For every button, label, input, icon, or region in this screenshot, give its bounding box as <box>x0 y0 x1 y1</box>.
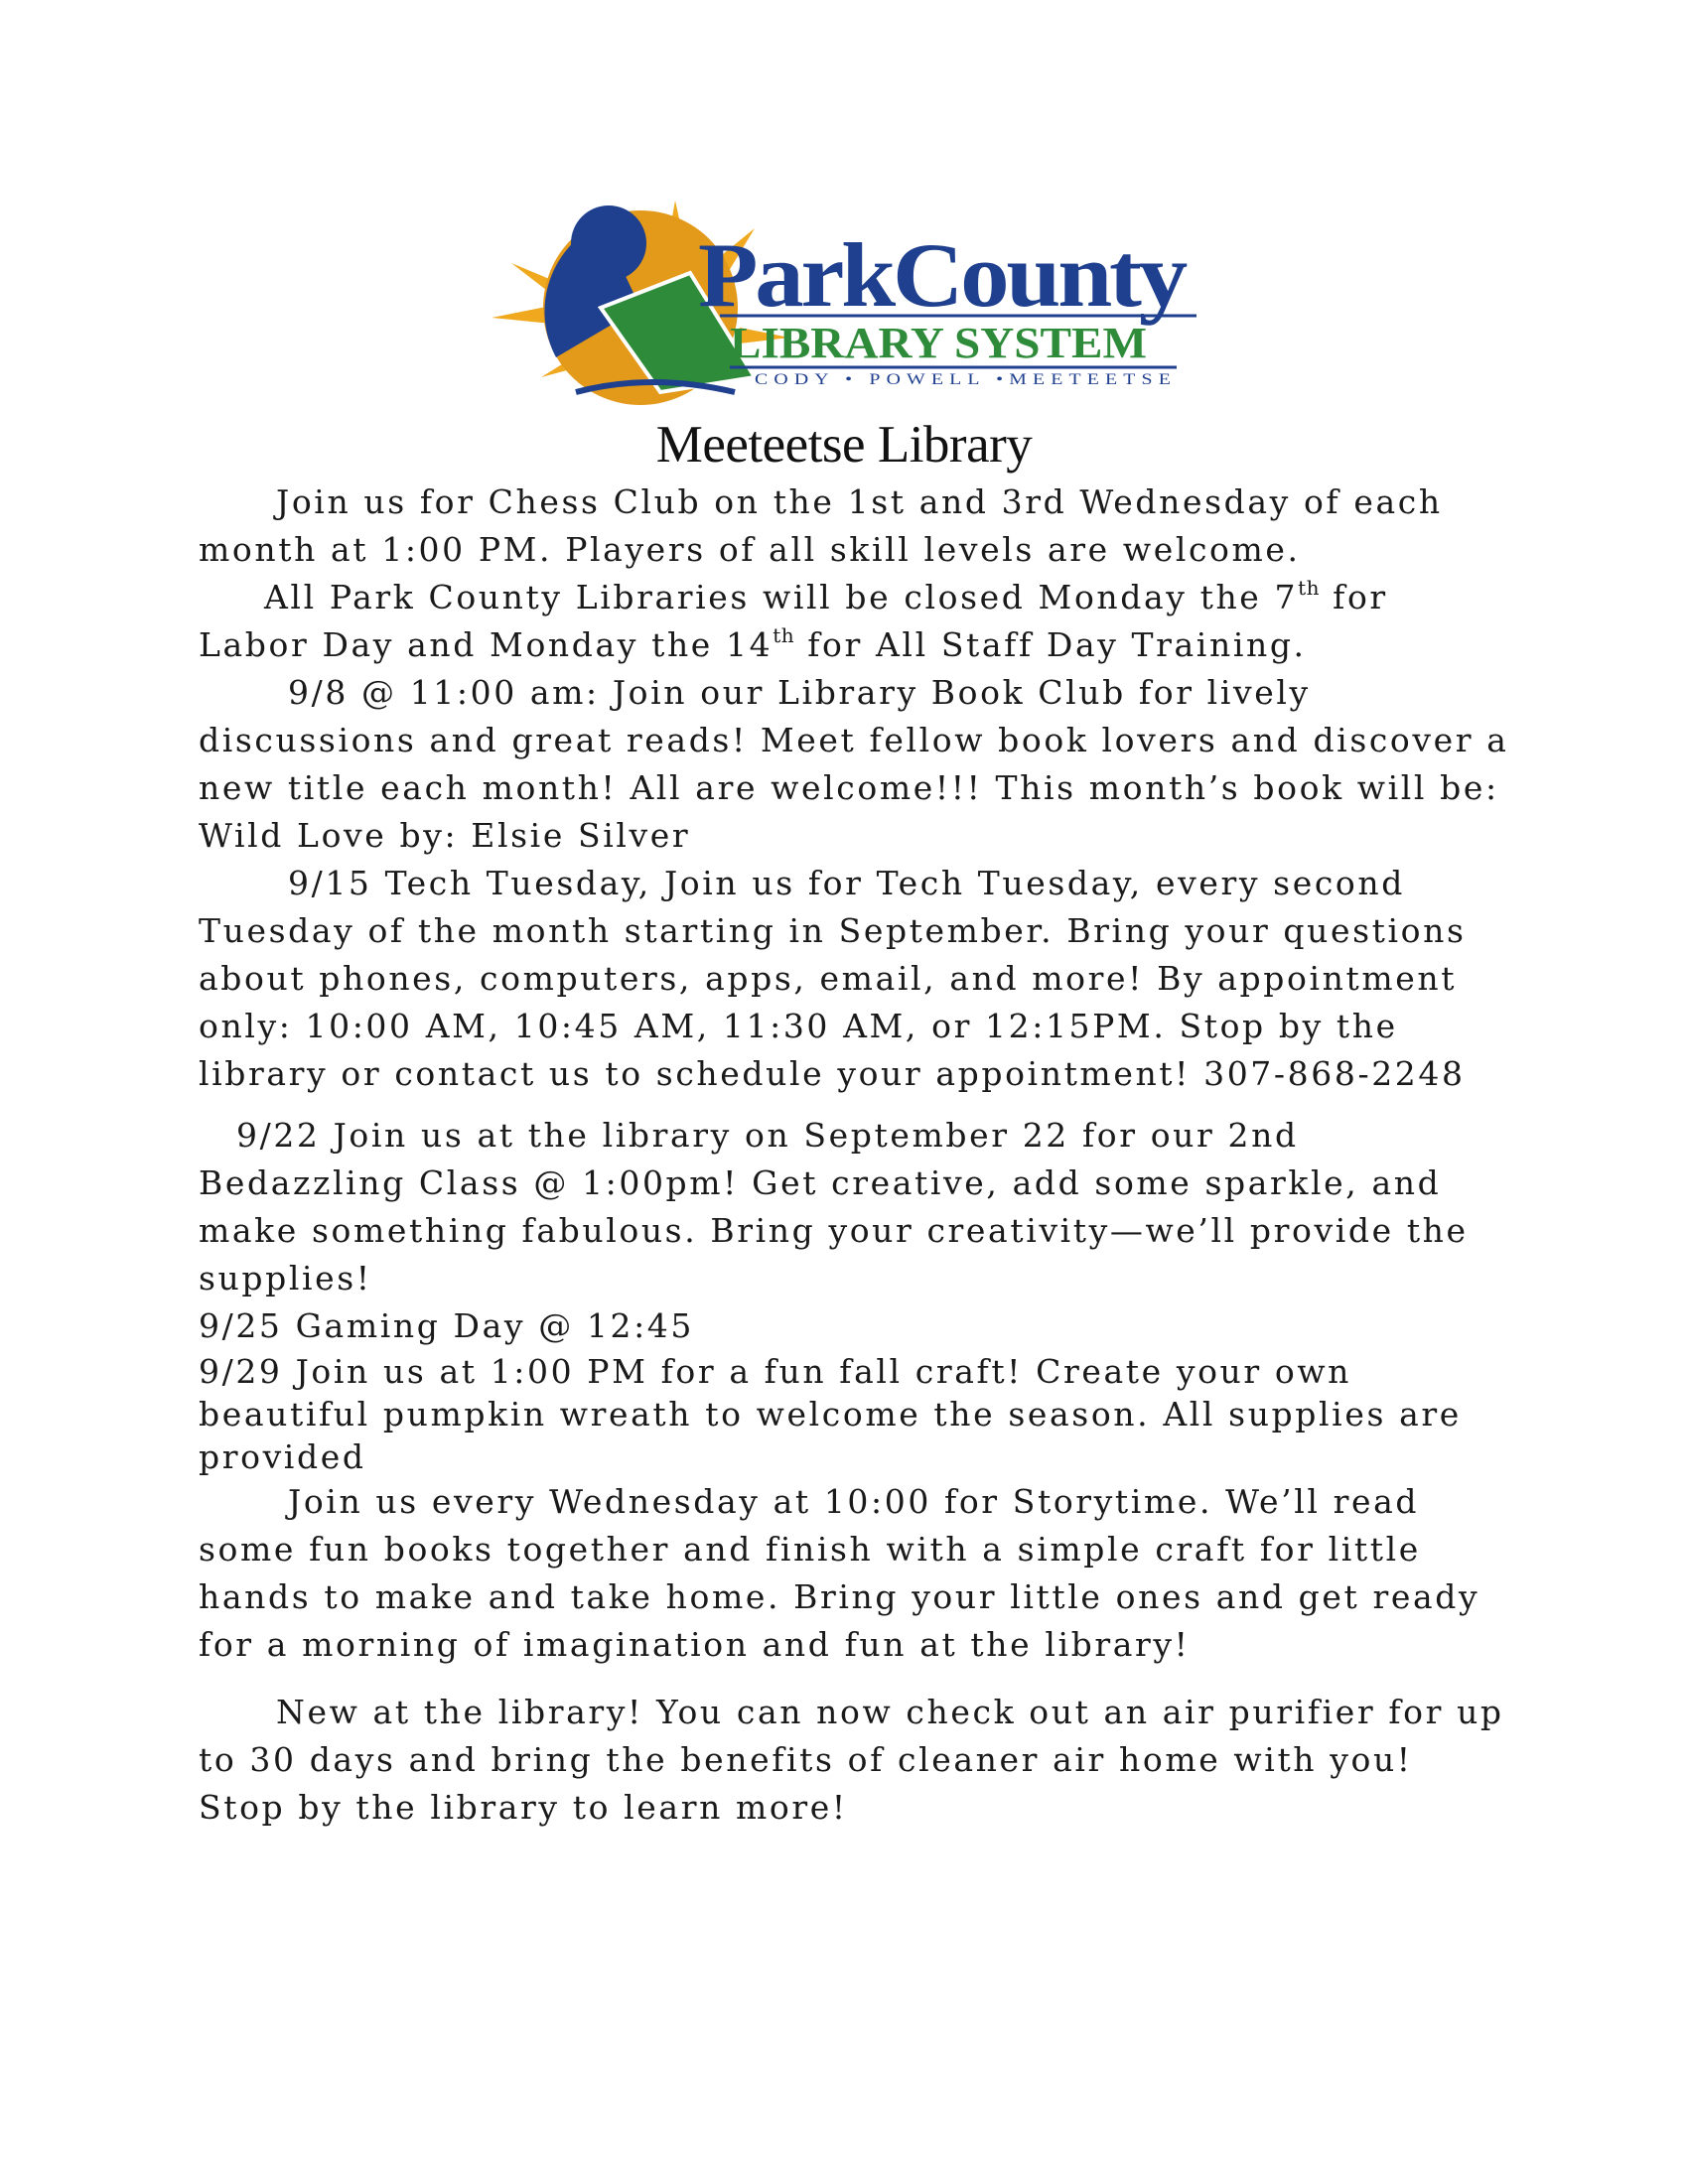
storytime-paragraph: Join us every Wednesday at 10:00 for Storytime. We’ll read some fun books together and finish with a simple craft for little hands to make and take home. Bring your little ones and get ready for a morning of imagination and fun at the library! <box>199 1482 1480 1664</box>
book-club-paragraph: 9/8 @ 11:00 am: Join our Library Book Club for lively discussions and great reads! Meet fellow book lovers and discover a new title each month! All are welcome!!! This month’s book will be: Wild Love by: Elsie Silver <box>199 673 1509 855</box>
logo-name-line1: ParkCounty <box>698 224 1189 326</box>
gaming-day-paragraph: 9/25 Gaming Day @ 12:45 <box>199 1306 694 1345</box>
chess-club-paragraph: Join us for Chess Club on the 1st and 3rd Wednesday of each month at 1:00 PM. Players of all skill levels are welcome. <box>199 482 1443 569</box>
reader-head <box>571 205 646 281</box>
logo-name-line2: LIBRARY SYSTEM <box>730 319 1147 367</box>
tech-tuesday-paragraph: 9/15 Tech Tuesday, Join us for Tech Tuesday, every second Tuesday of the month starting in September. Bring your questions about phones, computers, apps, email, and more! By appointment only: 10:00 AM, 10:45 AM, 11:30 AM, or 12:15PM. Stop by the library or contact us to schedule your appointment! 307-868-2248 <box>199 864 1467 1093</box>
park-county-library-logo <box>492 189 1206 412</box>
closure-text-2: for Labor Day and Monday the 14 <box>199 578 1388 664</box>
page-title: Meeteetse Library <box>655 416 1033 474</box>
closure-sup-1: th <box>1298 576 1321 600</box>
announcements <box>199 478 1509 1832</box>
bedazzling-paragraph: 9/22 Join us at the library on September 22 for our 2nd Bedazzling Class @ 1:00pm! Get creative, add some sparkle, and make something fabulous. Bring your creativity—we’ll provide the supplies! <box>199 1116 1469 1297</box>
closure-paragraph <box>199 574 1509 669</box>
closure-sup-2: th <box>773 623 795 647</box>
closure-text-1: All Park County Libraries will be closed Monday the 7 <box>264 578 1299 616</box>
air-purifier-paragraph: New at the library! You can now check out an air purifier for up to 30 days and bring the benefits of cleaner air home with you! Stop by the library to learn more! <box>199 1693 1504 1827</box>
closure-text-3: for All Staff Day Training. <box>794 625 1307 664</box>
fall-craft-paragraph: 9/29 Join us at 1:00 PM for a fun fall craft! Create your own beautiful pumpkin wreath to welcome the season. All supplies are provided <box>199 1352 1462 1476</box>
logo-locations: CODY • POWELL •MEETEETSE <box>755 371 1177 388</box>
